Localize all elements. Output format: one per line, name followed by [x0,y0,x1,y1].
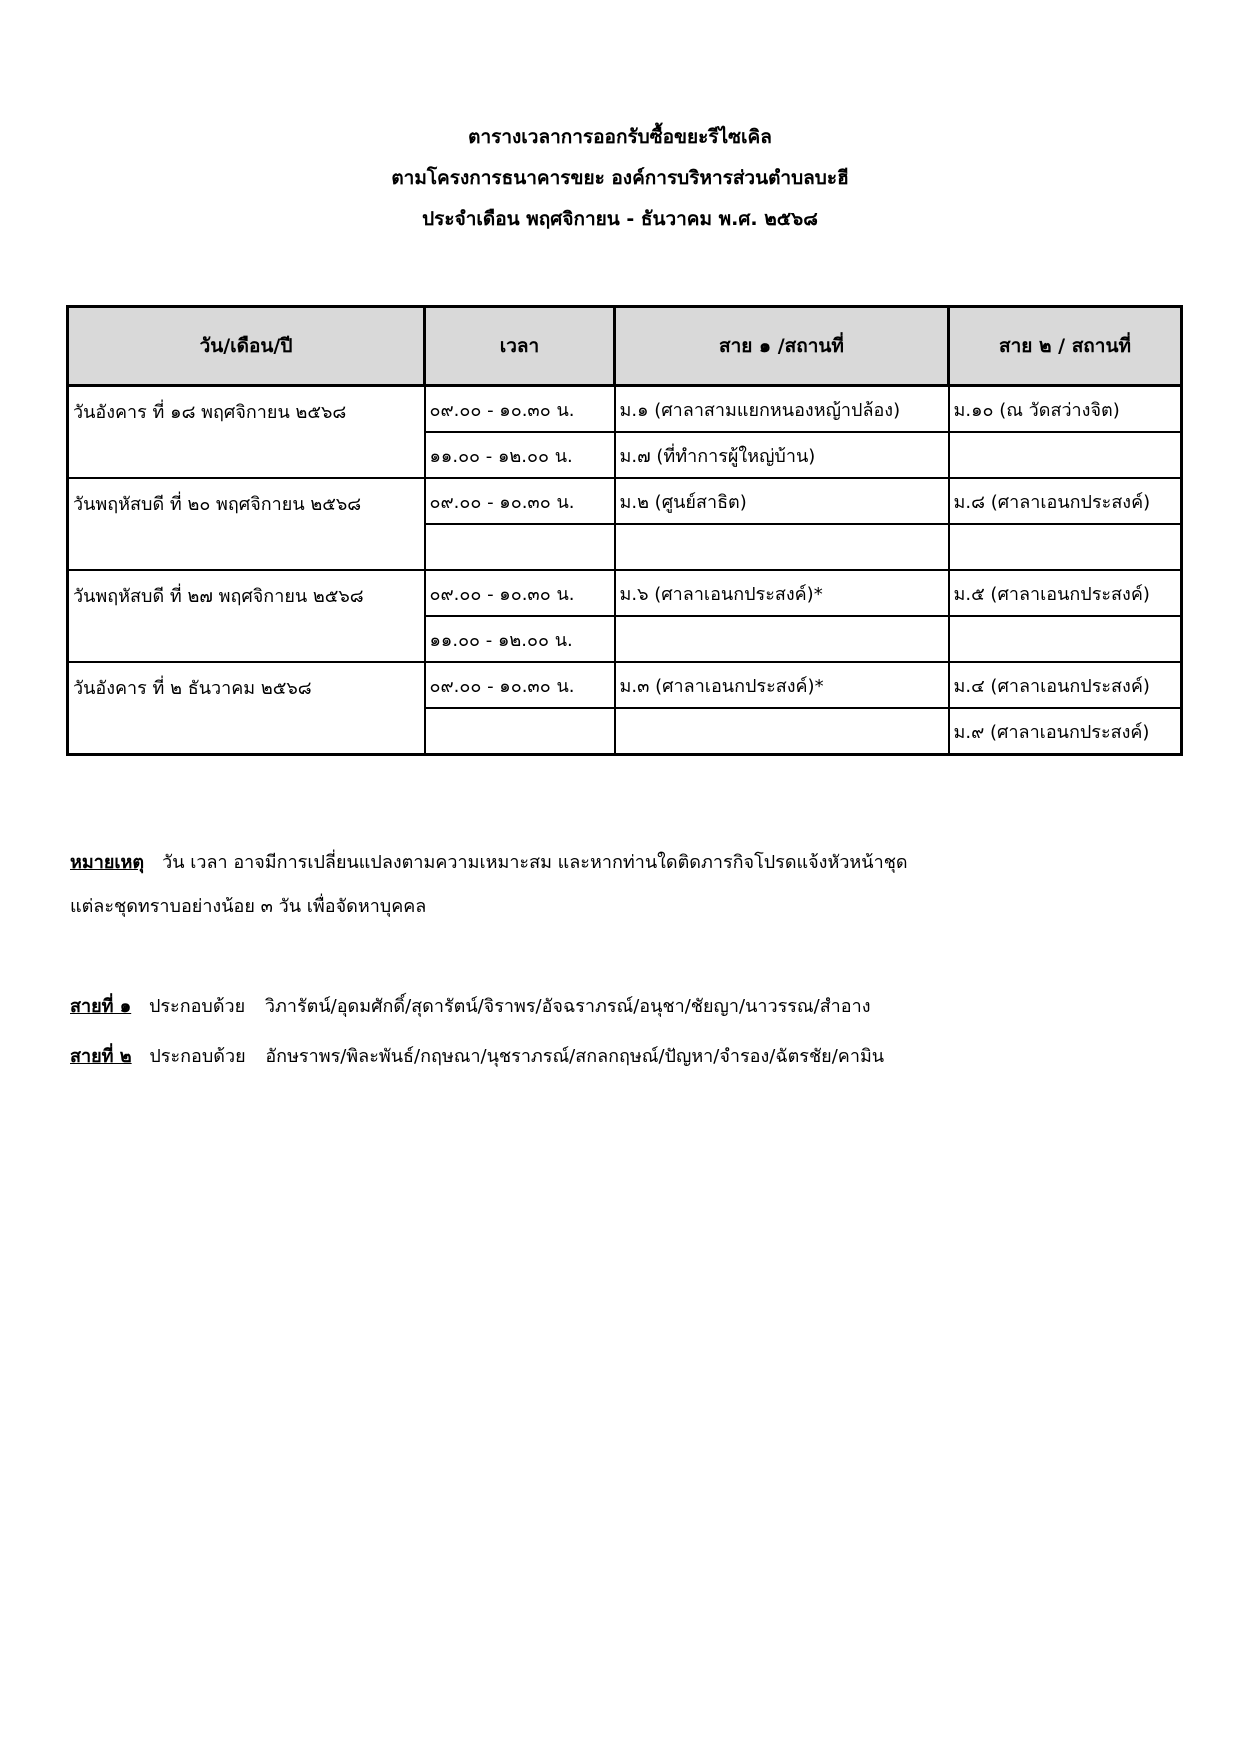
route-1-members [70,993,871,1021]
route-1-cell: ม.๗ (ที่ทำการผู้ใหญ่บ้าน) [615,432,949,478]
route-1-cell: ม.๓ (ศาลาเอนกประสงค์)* [615,662,949,708]
time-cell [425,524,615,570]
route-2-members [70,1043,884,1071]
remark-line-1: วัน เวลา อาจมีการเปลี่ยนแปลงตามความเหมาะสม และหากท่านใดติดภารกิจโปรดแจ้งหัวหน้าชุด [162,852,908,873]
table-header-row [68,307,1182,386]
time-cell: ๑๑.๐๐ - ๑๒.๐๐ น. [425,432,615,478]
schedule-table [66,305,1183,756]
table-row [68,662,1182,708]
remark-label: หมายเหตุ [70,852,145,873]
route-1-lead: ประกอบด้วย [148,996,246,1017]
route-1-label: สายที่ ๑ [70,996,132,1017]
date-cell: วันพฤหัสบดี ที่ ๒๐ พฤศจิกายน ๒๕๖๘ [68,478,425,570]
route-1-cell [615,524,949,570]
time-cell: ๐๙.๐๐ - ๑๐.๓๐ น. [425,478,615,524]
route-1-member-list: วิภารัตน์/อุดมศักดิ์/สุดารัตน์/จิราพร/อัจฉราภรณ์/อนุชา/ชัยญา/นาวรรณ/สำอาง [264,996,871,1017]
route-1-cell [615,616,949,662]
time-cell: ๐๙.๐๐ - ๑๐.๓๐ น. [425,570,615,616]
column-header-time: เวลา [425,307,615,386]
route-2-label: สายที่ ๒ [70,1046,132,1067]
route-1-cell: ม.๒ (ศูนย์สาธิต) [615,478,949,524]
document-header [0,126,1240,249]
column-header-route-2: สาย ๒ / สถานที่ [949,307,1182,386]
column-header-route-1: สาย ๑ /สถานที่ [615,307,949,386]
route-2-cell [949,524,1182,570]
title-line-1: ตารางเวลาการออกรับซื้อขยะรีไซเคิล [468,126,772,148]
route-2-cell: ม.๕ (ศาลาเอนกประสงค์) [949,570,1182,616]
title-line-2: ตามโครงการธนาคารขยะ องค์การบริหารส่วนตำบลบะฮี [391,167,849,189]
date-cell: วันพฤหัสบดี ที่ ๒๗ พฤศจิกายน ๒๕๖๘ [68,570,425,662]
route-1-cell [615,708,949,755]
route-1-cell: ม.๖ (ศาลาเอนกประสงค์)* [615,570,949,616]
route-2-cell: ม.๙ (ศาลาเอนกประสงค์) [949,708,1182,755]
remark-section [70,848,1180,922]
route-2-cell [949,432,1182,478]
route-2-cell: ม.๘ (ศาลาเอนกประสงค์) [949,478,1182,524]
route-1-cell: ม.๑ (ศาลาสามแยกหนองหญ้าปล้อง) [615,386,949,433]
time-cell: ๐๙.๐๐ - ๑๐.๓๐ น. [425,386,615,433]
date-cell: วันอังคาร ที่ ๒ ธันวาคม ๒๕๖๘ [68,662,425,755]
title-line-3: ประจำเดือน พฤศจิกายน - ธันวาคม พ.ศ. ๒๕๖๘ [422,208,818,230]
remark-line-2: แต่ละชุดทราบอย่างน้อย ๓ วัน เพื่อจัดหาบุคคล [70,896,427,917]
time-cell [425,708,615,755]
route-2-cell [949,616,1182,662]
date-cell: วันอังคาร ที่ ๑๘ พฤศจิกายน ๒๕๖๘ [68,386,425,479]
table-row [68,478,1182,524]
route-2-lead: ประกอบด้วย [149,1046,246,1067]
column-header-date: วัน/เดือน/ปี [68,307,425,386]
route-2-cell: ม.๔ (ศาลาเอนกประสงค์) [949,662,1182,708]
table-row [68,570,1182,616]
time-cell: ๐๙.๐๐ - ๑๐.๓๐ น. [425,662,615,708]
route-2-member-list: อักษราพร/พิละพันธ์/กฤษณา/นุชราภรณ์/สกลกฤษณ์/ปัญหา/จำรอง/ฉัตรชัย/คามิน [265,1046,885,1067]
route-2-cell: ม.๑๐ (ณ วัดสว่างจิต) [949,386,1182,433]
time-cell: ๑๑.๐๐ - ๑๒.๐๐ น. [425,616,615,662]
table-row [68,386,1182,433]
